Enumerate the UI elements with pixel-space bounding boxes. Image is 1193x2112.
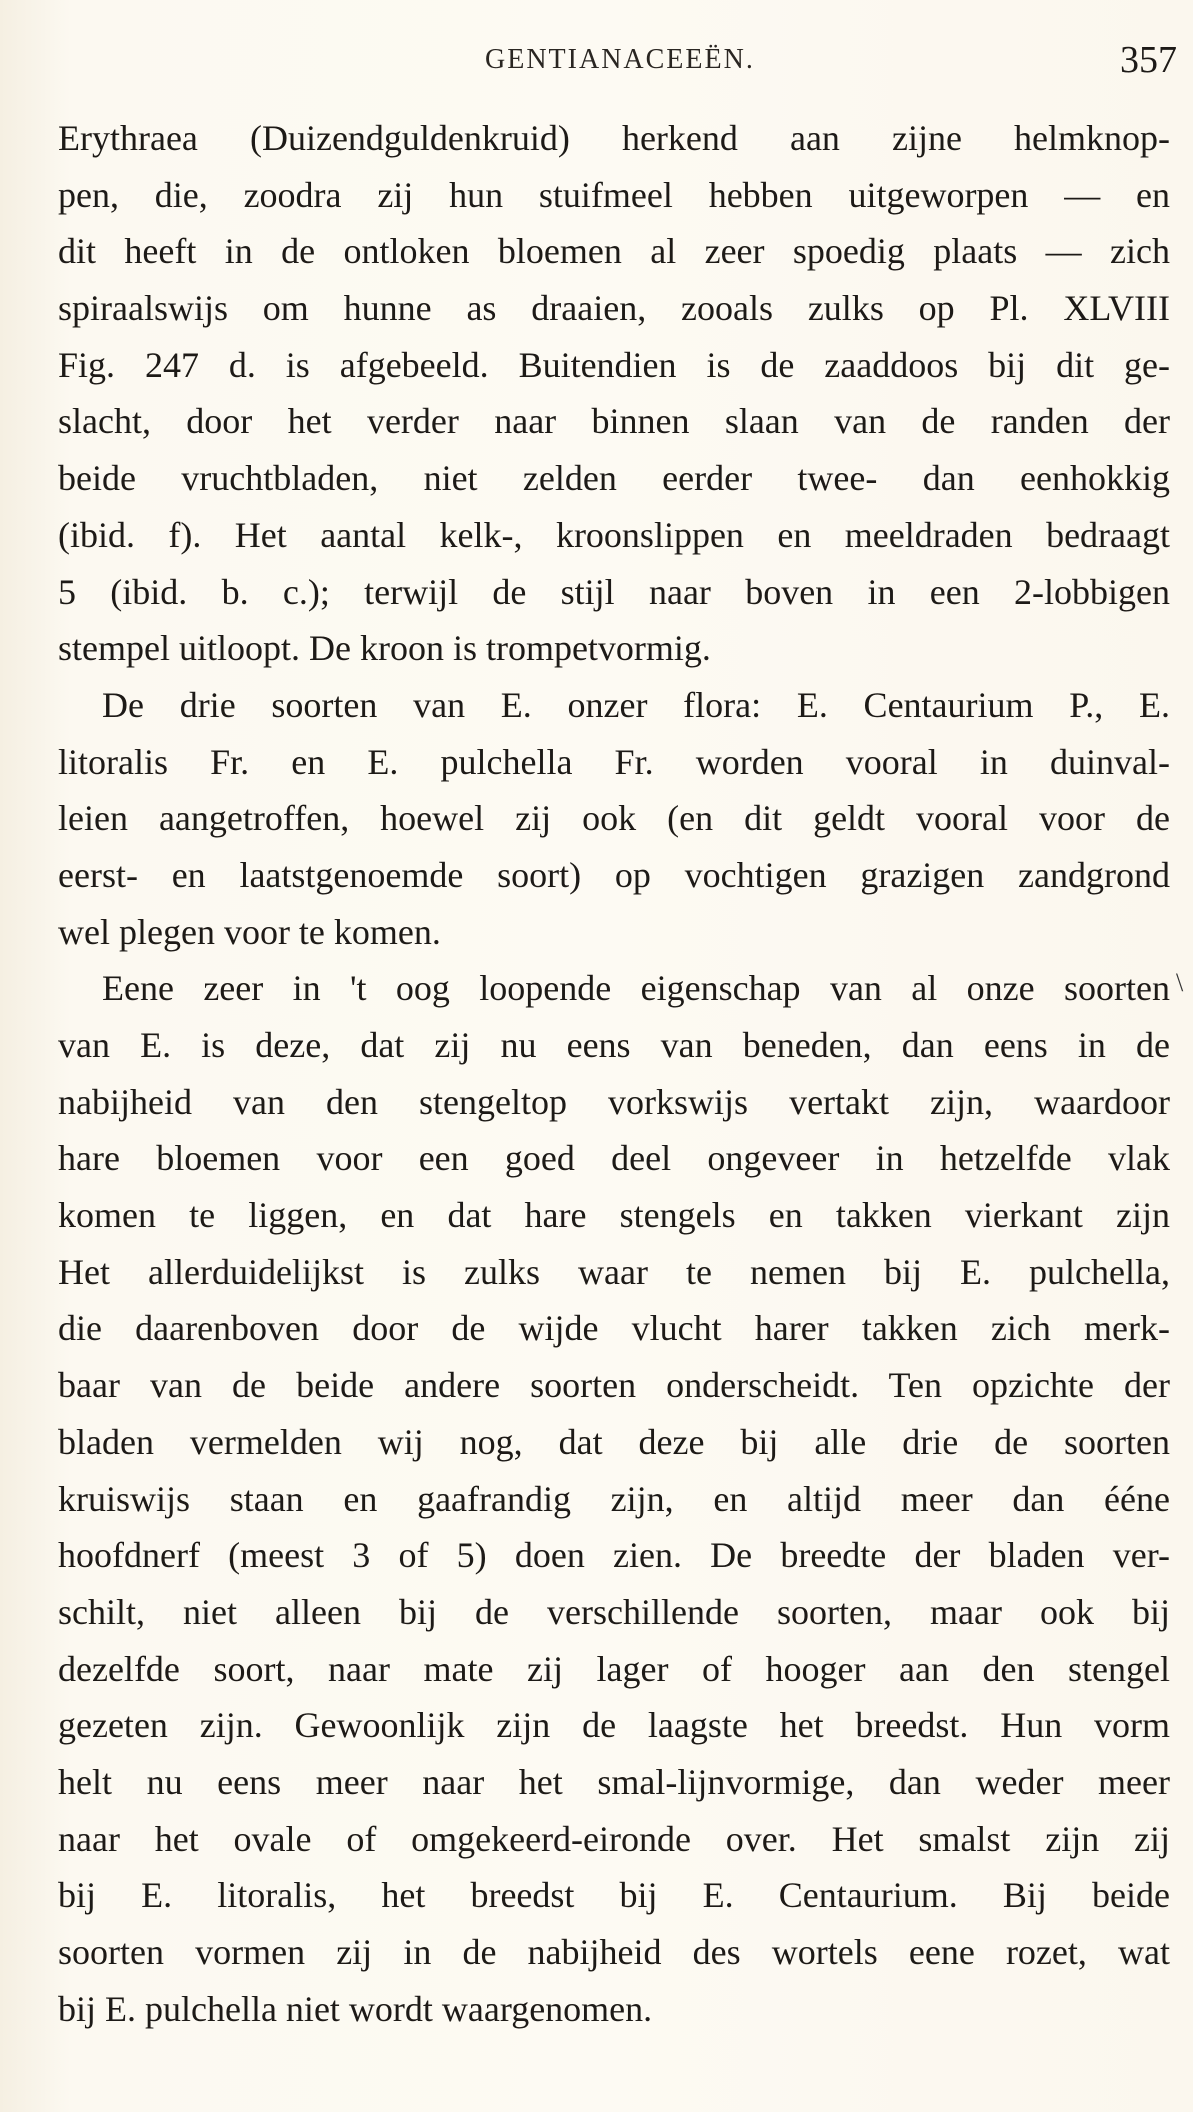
text-line: beide vruchtbladen, niet zelden eerder twee- dan eenhokkig	[58, 458, 1170, 499]
text-line: bij E. litoralis, het breedst bij E. Centaurium. Bij beide	[58, 1875, 1170, 1916]
text-line: hare bloemen voor een goed deel ongeveer in hetzelfde vlak	[58, 1138, 1170, 1179]
text-line: soorten vormen zij in de nabijheid des wortels eene rozet, wat	[58, 1932, 1170, 1972]
text-line: (ibid. f). Het aantal kelk-, kroonslippen en meeldraden bedraagt	[58, 514, 1170, 555]
text-line: die daarenboven door de wijde vlucht harer takken zich merk-	[58, 1308, 1170, 1349]
text-line: gezeten zijn. Gewoonlijk zijn de laagste het breedst. Hun vorm	[58, 1705, 1170, 1746]
running-head: GENTIANACEEËN.	[485, 44, 755, 75]
text-line: Erythraea (Duizendguldenkruid) herkend aan zijne helmknop-	[58, 118, 1170, 158]
text-line: bladen vermelden wij nog, dat deze bij alle drie de soorten	[58, 1421, 1170, 1462]
text-line: schilt, niet alleen bij de verschillende soorten, maar ook bij	[58, 1591, 1170, 1632]
page-number: 357	[1120, 39, 1177, 81]
margin-mark: \	[1176, 968, 1184, 997]
text-line: bij E. pulchella niet wordt waargenomen.	[58, 1988, 653, 2029]
text-line: wel plegen voor te komen.	[58, 911, 441, 952]
text-line: hoofdnerf (meest 3 of 5) doen zien. De breedte der bladen ver-	[58, 1535, 1170, 1576]
text-line: dezelfde soort, naar mate zij lager of hooger aan den stengel	[58, 1648, 1170, 1689]
text-line: leien aangetroffen, hoewel zij ook (en dit geldt vooral voor de	[58, 798, 1170, 839]
text-line: eerst- en laatstgenoemde soort) op vochtigen grazigen zandgrond	[58, 854, 1170, 895]
text-line: kruiswijs staan en gaafrandig zijn, en altijd meer dan ééne	[58, 1478, 1170, 1519]
text-line: spiraalswijs om hunne as draaien, zooals zulks op Pl. XLVIII	[58, 288, 1170, 329]
text-line: naar het ovale of omgekeerd-eironde over. Het smalst zijn zij	[58, 1818, 1170, 1859]
text-line: Eene zeer in 't oog loopende eigenschap van al onze soorten	[102, 968, 1170, 1009]
text-line: slacht, door het verder naar binnen slaan van de randen der	[58, 401, 1170, 442]
text-line: pen, die, zoodra zij hun stuifmeel hebben uitgeworpen — en	[58, 174, 1170, 215]
body-text	[58, 110, 1170, 2037]
page-header	[0, 38, 1193, 88]
text-line: stempel uitloopt. De kroon is trompetvormig.	[58, 628, 711, 669]
text-line: De drie soorten van E. onzer flora: E. Centaurium P., E.	[102, 684, 1170, 725]
text-line: litoralis Fr. en E. pulchella Fr. worden vooral in duinval-	[58, 741, 1170, 782]
text-line: Fig. 247 d. is afgebeeld. Buitendien is de zaaddoos bij dit ge-	[58, 344, 1170, 385]
text-line: komen te liggen, en dat hare stengels en takken vierkant zijn	[58, 1195, 1170, 1236]
text-line: Het allerduidelijkst is zulks waar te nemen bij E. pulchella,	[58, 1251, 1170, 1292]
text-line: nabijheid van den stengeltop vorkswijs vertakt zijn, waardoor	[58, 1081, 1170, 1122]
text-line: dit heeft in de ontloken bloemen al zeer spoedig plaats — zich	[58, 231, 1170, 272]
text-line: van E. is deze, dat zij nu eens van beneden, dan eens in de	[58, 1025, 1170, 1065]
text-line: 5 (ibid. b. c.); terwijl de stijl naar boven in een 2-lobbigen	[58, 571, 1170, 612]
text-line: baar van de beide andere soorten onderscheidt. Ten opzichte der	[58, 1365, 1170, 1406]
text-line: helt nu eens meer naar het smal-lijnvormige, dan weder meer	[58, 1761, 1170, 1802]
